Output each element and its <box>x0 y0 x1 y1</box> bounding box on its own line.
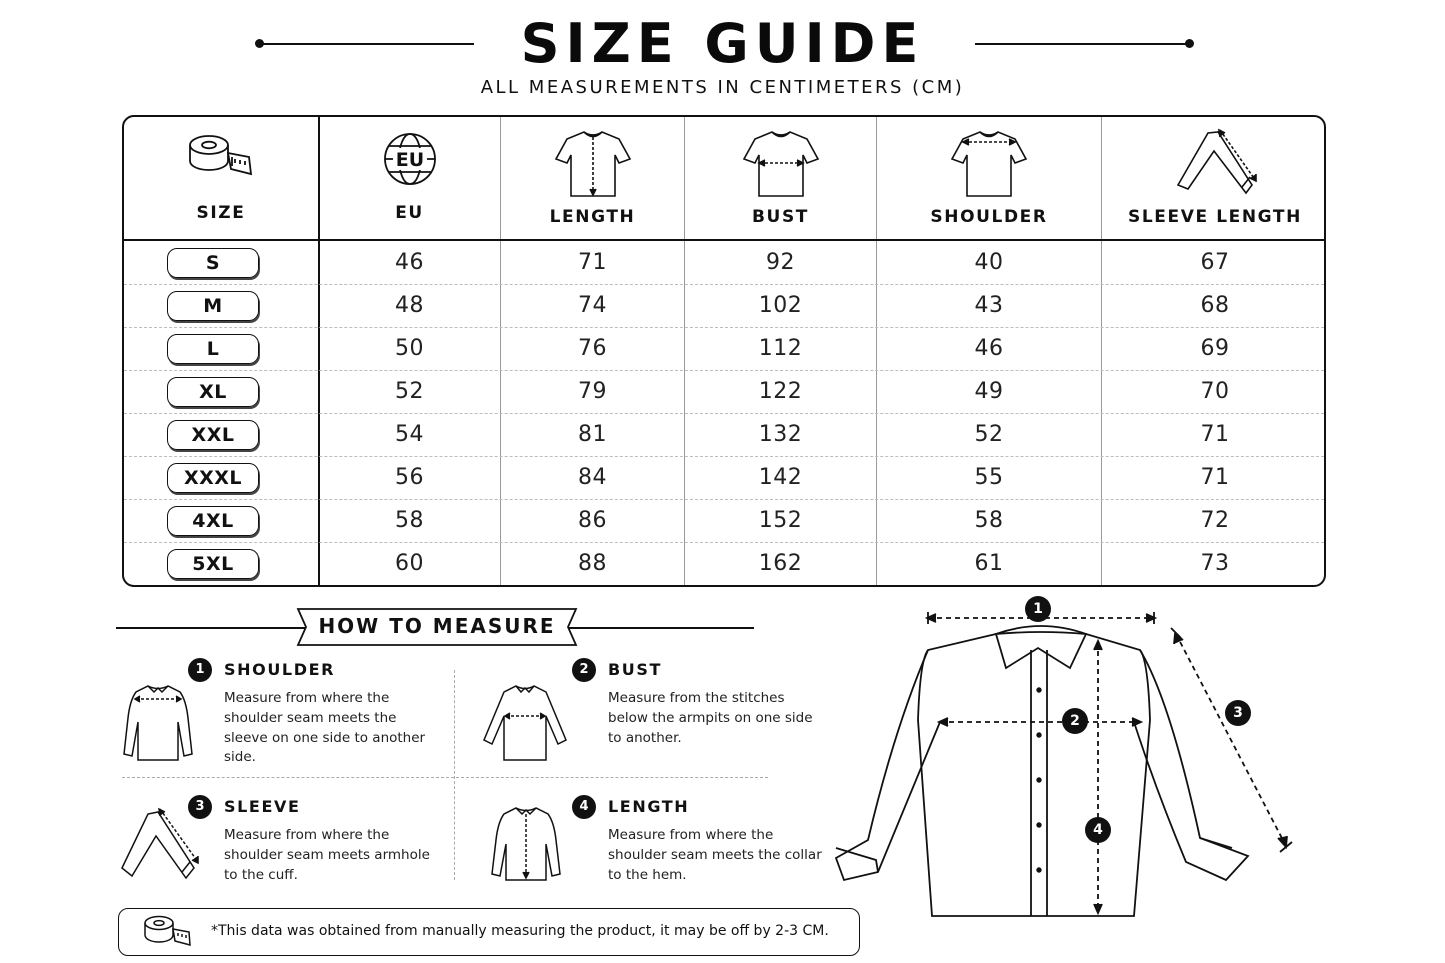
section-rule-left <box>116 627 306 629</box>
cell-shoulder: 40 <box>974 250 1004 275</box>
step-bust <box>572 658 832 768</box>
step-description: Measure from where the shoulder seam meets armhole to the cuff. <box>224 827 430 883</box>
step-number: 1 <box>188 658 212 682</box>
cell-length: 84 <box>578 465 607 490</box>
cell-length: 79 <box>578 379 607 404</box>
column-label: EU <box>395 203 424 223</box>
size-pill: XXXL <box>167 463 259 493</box>
measuring-tape-icon <box>187 133 255 185</box>
cell-length: 81 <box>578 422 607 447</box>
measuring-tape-icon <box>143 914 193 954</box>
step-title: SLEEVE <box>224 797 301 816</box>
cell-sleeve-length: 69 <box>1200 336 1230 361</box>
column-header-sleeve-length <box>1102 117 1326 239</box>
shirt-measurement-diagram <box>828 590 1308 924</box>
cell-shoulder: 61 <box>974 551 1004 576</box>
step-description: Measure from where the shoulder seam meets the sleeve on one side to another side. <box>224 690 426 766</box>
column-header-shoulder <box>877 117 1101 239</box>
cell-shoulder: 52 <box>974 422 1004 447</box>
cell-bust: 92 <box>766 250 795 275</box>
cell-length: 74 <box>578 293 607 318</box>
shirt-bust-icon <box>741 129 821 203</box>
size-pill: 5XL <box>167 549 259 579</box>
column-header-size <box>124 117 318 239</box>
shirt-bust-icon <box>482 682 568 766</box>
globe-icon <box>382 131 438 191</box>
cell-eu: 54 <box>395 422 424 447</box>
disclaimer-text: *This data was obtained from manually measuring the product, it may be off by 2-3 CM. <box>211 923 829 939</box>
cell-eu: 52 <box>395 379 424 404</box>
cell-length: 88 <box>578 551 607 576</box>
column-label: SIZE <box>196 203 246 223</box>
cell-sleeve-length: 72 <box>1200 508 1230 533</box>
step-number: 3 <box>188 795 212 819</box>
cell-bust: 102 <box>758 293 803 318</box>
sleeve-length-icon <box>1170 127 1260 203</box>
step-grid-divider-horizontal <box>122 777 768 778</box>
diagram-marker-sleeve: 3 <box>1225 700 1251 726</box>
page-subtitle: ALL MEASUREMENTS IN CENTIMETERS (CM) <box>480 77 965 98</box>
cell-eu: 56 <box>395 465 424 490</box>
cell-sleeve-length: 68 <box>1200 293 1230 318</box>
diagram-marker-bust: 2 <box>1062 708 1088 734</box>
step-grid-divider-vertical <box>454 670 455 880</box>
step-description: Measure from the stitches below the armpits on one side to another. <box>608 690 813 746</box>
cell-shoulder: 58 <box>974 508 1004 533</box>
cell-bust: 142 <box>758 465 803 490</box>
cell-length: 71 <box>578 250 607 275</box>
column-label: SHOULDER <box>930 207 1048 227</box>
column-header-eu <box>319 117 500 239</box>
section-title: HOW TO MEASURE <box>318 614 556 638</box>
shirt-shoulder-icon <box>949 129 1029 203</box>
cell-shoulder: 55 <box>974 465 1004 490</box>
shirt-shoulder-icon <box>118 682 198 766</box>
size-pill: 4XL <box>167 506 259 536</box>
column-label: BUST <box>751 207 809 227</box>
column-label: SLEEVE LENGTH <box>1128 207 1302 227</box>
cell-bust: 132 <box>758 422 803 447</box>
diagram-marker-length: 4 <box>1085 817 1111 843</box>
cell-bust: 152 <box>758 508 803 533</box>
shirt-length-icon <box>486 804 566 886</box>
size-pill: S <box>167 248 259 278</box>
cell-bust: 162 <box>758 551 803 576</box>
column-header-bust <box>685 117 876 239</box>
globe-icon-text: EU <box>395 149 424 171</box>
cell-sleeve-length: 73 <box>1200 551 1230 576</box>
long-sleeve-shirt-icon <box>828 590 1308 920</box>
step-sleeve <box>188 795 448 895</box>
cell-shoulder: 43 <box>974 293 1004 318</box>
size-pill: XXL <box>167 420 259 450</box>
cell-sleeve-length: 71 <box>1200 422 1230 447</box>
cell-bust: 112 <box>758 336 803 361</box>
step-title: LENGTH <box>608 797 690 816</box>
sleeve-icon <box>118 806 202 886</box>
cell-sleeve-length: 71 <box>1200 465 1230 490</box>
step-number: 4 <box>572 795 596 819</box>
page-title: SIZE GUIDE <box>520 12 925 75</box>
measurement-disclaimer <box>118 908 860 956</box>
shirt-length-icon <box>553 129 633 203</box>
column-header-length <box>501 117 684 239</box>
size-pill: XL <box>167 377 259 407</box>
column-label: LENGTH <box>549 207 636 227</box>
step-title: BUST <box>608 660 663 679</box>
cell-shoulder: 46 <box>974 336 1004 361</box>
cell-length: 76 <box>578 336 607 361</box>
section-rule-right <box>568 627 754 629</box>
cell-sleeve-length: 70 <box>1200 379 1230 404</box>
cell-eu: 58 <box>395 508 424 533</box>
step-length <box>572 795 832 895</box>
cell-bust: 122 <box>758 379 803 404</box>
step-description: Measure from where the shoulder seam meets the collar to the hem. <box>608 827 822 883</box>
step-title: SHOULDER <box>224 660 336 679</box>
cell-length: 86 <box>578 508 607 533</box>
size-pill: L <box>167 334 259 364</box>
cell-sleeve-length: 67 <box>1200 250 1230 275</box>
size-chart-table <box>122 115 1326 587</box>
size-pill: M <box>167 291 259 321</box>
diagram-marker-shoulder: 1 <box>1025 596 1051 622</box>
step-number: 2 <box>572 658 596 682</box>
cell-eu: 60 <box>395 551 424 576</box>
cell-eu: 46 <box>395 250 424 275</box>
cell-shoulder: 49 <box>974 379 1004 404</box>
cell-eu: 48 <box>395 293 424 318</box>
cell-eu: 50 <box>395 336 424 361</box>
step-shoulder <box>188 658 448 768</box>
